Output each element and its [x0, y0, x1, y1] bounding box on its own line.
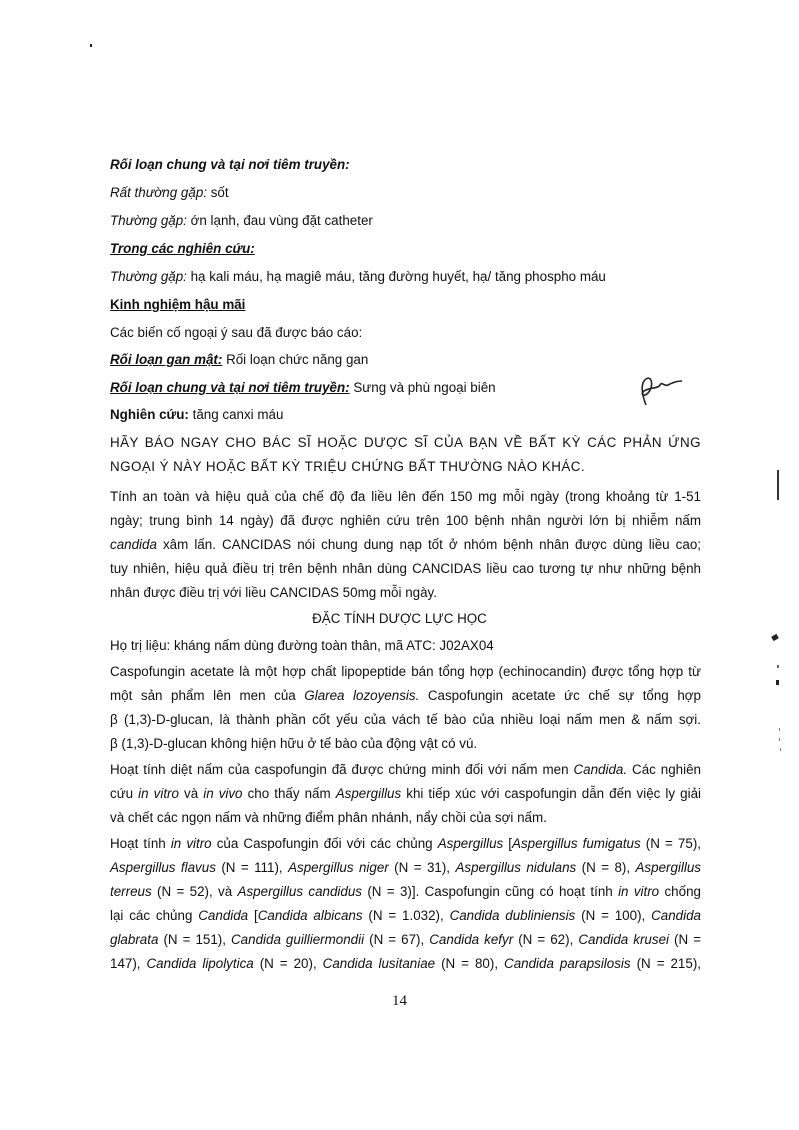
paragraph-line: [110, 735, 477, 753]
italic-term: Candida albicans: [257, 908, 363, 923]
section-heading-studies: [110, 240, 255, 258]
text-line: [110, 324, 362, 342]
line-text: Sưng và phù ngoại biên: [349, 380, 496, 395]
paragraph-line: [110, 785, 701, 803]
title-text: ĐẶC TÍNH DƯỢC LỰC HỌC: [312, 611, 487, 626]
handwritten-signature: [628, 373, 688, 413]
line-text: [: [503, 836, 513, 851]
line-text: (N = 8),: [576, 860, 636, 875]
paragraph-line: [110, 584, 437, 602]
line-text: 147),: [110, 956, 147, 971]
label-bold-italic: Rối loạn chung và tại nơi tiêm truyền:: [110, 380, 350, 395]
italic-term: Candida lusitaniae: [322, 956, 436, 971]
italic-term: Aspergillus: [635, 860, 701, 875]
scan-edge-mark: [777, 470, 779, 500]
line-text: ngày; trung bình 14 ngày) đã được nghiên cứu trên 100 bệnh nhân người lớn bị nhiễm nấm: [110, 513, 701, 528]
line-text: Các biến cố ngoại ý sau đã được báo cáo:: [110, 325, 363, 340]
line-text: (N = 67),: [364, 932, 430, 947]
line-text: sốt: [206, 185, 229, 200]
line-text: của Caspofungin đối với các chủng: [211, 836, 438, 851]
line-text: (N =: [669, 932, 702, 947]
italic-term: Aspergillus: [437, 836, 504, 851]
heading-text: Rối loạn chung và tại nơi tiêm truyền:: [110, 157, 350, 172]
line-text: khi tiếp xúc với caspofungin dẫn đến việc ly giải: [401, 786, 701, 801]
paragraph-line: [110, 761, 701, 779]
line-text: (N = 20),: [253, 956, 323, 971]
scan-speck: [779, 738, 780, 741]
paragraph-line: [110, 907, 701, 925]
line-text: β (1,3)-D-glucan, là thành phần cốt yếu của vách tế bào của nhiều loại nấm men & nấm sợi.: [110, 712, 701, 727]
line-text: cho thấy nấm: [242, 786, 336, 801]
paragraph-line: [110, 809, 547, 827]
italic-term: Aspergillus nidulans: [455, 860, 577, 875]
paragraph-line: [110, 536, 701, 554]
line-text: Rối loạn chức năng gan: [222, 352, 369, 367]
paragraph-line: [110, 859, 701, 877]
line-text: Họ trị liệu: kháng nấm dùng đường toàn thân, mã ATC: J02AX04: [110, 638, 494, 653]
italic-term: in vitro: [138, 786, 179, 801]
line-text: tăng canxi máu: [188, 407, 284, 422]
line-text: Hoạt tính: [110, 836, 171, 851]
line-text: (N = 151),: [158, 932, 232, 947]
italic-term: Candida: [651, 908, 701, 923]
line-text: [: [248, 908, 258, 923]
line-text: lại các chủng: [110, 908, 199, 923]
label-italic: Thường gặp:: [110, 269, 187, 284]
line-text: (N = 31),: [388, 860, 456, 875]
line-text: (N = 215),: [630, 956, 702, 971]
section-heading-post-marketing: [110, 296, 245, 314]
paragraph-line: [110, 512, 701, 530]
line-text: Các nghiên: [627, 762, 701, 777]
warning-line: [110, 434, 701, 452]
scan-speck: [780, 748, 781, 751]
italic-term: Aspergillus candidus: [237, 884, 362, 899]
line-text: HÃY BÁO NGAY CHO BÁC SĨ HOẶC DƯỢC SĨ CỦA BẠN VỀ BẤT KỲ CÁC PHẢN ỨNG: [110, 435, 701, 450]
italic-term: Candida kefyr: [429, 932, 514, 947]
label-italic: Thường gặp:: [110, 213, 187, 228]
paragraph-line: [110, 711, 701, 729]
italic-term: glabrata: [110, 932, 159, 947]
paragraph-line: [110, 560, 701, 578]
label-bold: Nghiên cứu:: [110, 407, 189, 422]
line-text: (N = 3)]. Caspofungin cũng có hoạt tính: [361, 884, 619, 899]
text-line: [110, 184, 229, 202]
line-text: (N = 100),: [575, 908, 652, 923]
line-text: và: [178, 786, 204, 801]
paragraph-line: [110, 488, 701, 506]
scan-speck: [779, 728, 780, 731]
italic-term: in vivo: [203, 786, 243, 801]
italic-term: Candida krusei: [578, 932, 669, 947]
scan-speck: [776, 680, 779, 685]
italic-term: in vitro: [170, 836, 212, 851]
line-text: (N = 62),: [513, 932, 579, 947]
italic-term: Aspergillus fumigatus: [512, 836, 641, 851]
paragraph-line: [110, 687, 701, 705]
italic-term: Aspergillus: [335, 786, 402, 801]
paragraph-line: [110, 663, 701, 681]
section-title-pharmacodynamics: [0, 610, 799, 628]
italic-term: Glarea lozoyensis.: [304, 688, 420, 703]
text-line: [110, 406, 283, 424]
text-line: [110, 379, 496, 397]
line-text: một sản phẩm lên men của: [110, 688, 305, 703]
line-text: Caspofungin acetate là một hợp chất lipopeptide bán tổng hợp (echinocandin) được tổng hợp từ: [110, 664, 701, 679]
line-text: Hoạt tính diệt nấm của caspofungin đã được chứng minh đối với nấm men: [110, 762, 574, 777]
paragraph-line: [110, 955, 701, 973]
heading-text: Trong các nghiên cứu:: [110, 241, 255, 256]
line-text: NGOẠI Ý NÀY HOẶC BẤT KỲ TRIỆU CHỨNG BẤT THƯỜNG NÀO KHÁC.: [110, 459, 585, 474]
scan-speck: [777, 665, 779, 668]
line-text: ớn lạnh, đau vùng đặt catheter: [186, 213, 373, 228]
line-text: xâm lấn. CANCIDAS nói chung dung nạp tốt ở nhóm bệnh nhân được dùng liều cao;: [156, 537, 701, 552]
heading-text: Kinh nghiệm hậu mãi: [110, 297, 246, 312]
page-number-text: 14: [392, 993, 407, 1009]
line-text: chống: [659, 884, 701, 899]
text-line: [110, 268, 606, 286]
text-line: [110, 212, 373, 230]
italic-term: Aspergillus flavus: [110, 860, 216, 875]
line-text: tuy nhiên, hiệu quả điều trị trên bệnh nhân dùng CANCIDAS liều cao tương tự như những bệnh: [110, 561, 701, 576]
line-text: (N = 111),: [215, 860, 289, 875]
line-text: hạ kali máu, hạ magiê máu, tăng đường huyết, hạ/ tăng phospho máu: [186, 269, 606, 284]
paragraph-line: [110, 883, 701, 901]
paragraph-line: [110, 637, 494, 655]
line-text: cứu: [110, 786, 139, 801]
line-text: Tính an toàn và hiệu quả của chế độ đa liều lên đến 150 mg mỗi ngày (trong khoảng từ 1-51: [110, 489, 701, 504]
line-text: (N = 75),: [640, 836, 702, 851]
italic-term: terreus: [110, 884, 152, 899]
section-heading-general-disorders: [110, 156, 350, 174]
italic-term: Candida dubliniensis: [449, 908, 576, 923]
line-text: β (1,3)-D-glucan không hiện hữu ở tế bào của động vật có vú.: [110, 736, 478, 751]
line-text: Caspofungin acetate ức chế sự tổng hợp: [419, 688, 701, 703]
line-text: (N = 1.032),: [362, 908, 450, 923]
italic-term: Candida.: [573, 762, 628, 777]
italic-term: in vitro: [618, 884, 660, 899]
line-text: (N = 80),: [435, 956, 505, 971]
warning-line: [110, 458, 585, 476]
italic-term: Aspergillus niger: [288, 860, 389, 875]
scan-speck: [771, 634, 779, 641]
line-text: và chết các ngọn nấm và những điểm phân nhánh, nẩy chồi của sợi nấm.: [110, 810, 547, 825]
label-italic: Rất thường gặp:: [110, 185, 207, 200]
text-line: [110, 351, 368, 369]
page-number: [0, 992, 799, 1010]
paragraph-line: [110, 835, 701, 853]
italic-term: candida: [110, 537, 157, 552]
line-text: (N = 52), và: [151, 884, 238, 899]
italic-term: Candida parapsilosis: [504, 956, 631, 971]
italic-term: Candida guilliermondii: [231, 932, 365, 947]
italic-term: Candida: [198, 908, 249, 923]
paragraph-line: [110, 931, 701, 949]
label-bold-italic: Rối loạn gan mật:: [110, 352, 223, 367]
italic-term: Candida lipolytica: [146, 956, 254, 971]
scan-speck: [90, 44, 92, 47]
line-text: nhân được điều trị với liều CANCIDAS 50mg mỗi ngày.: [110, 585, 437, 600]
